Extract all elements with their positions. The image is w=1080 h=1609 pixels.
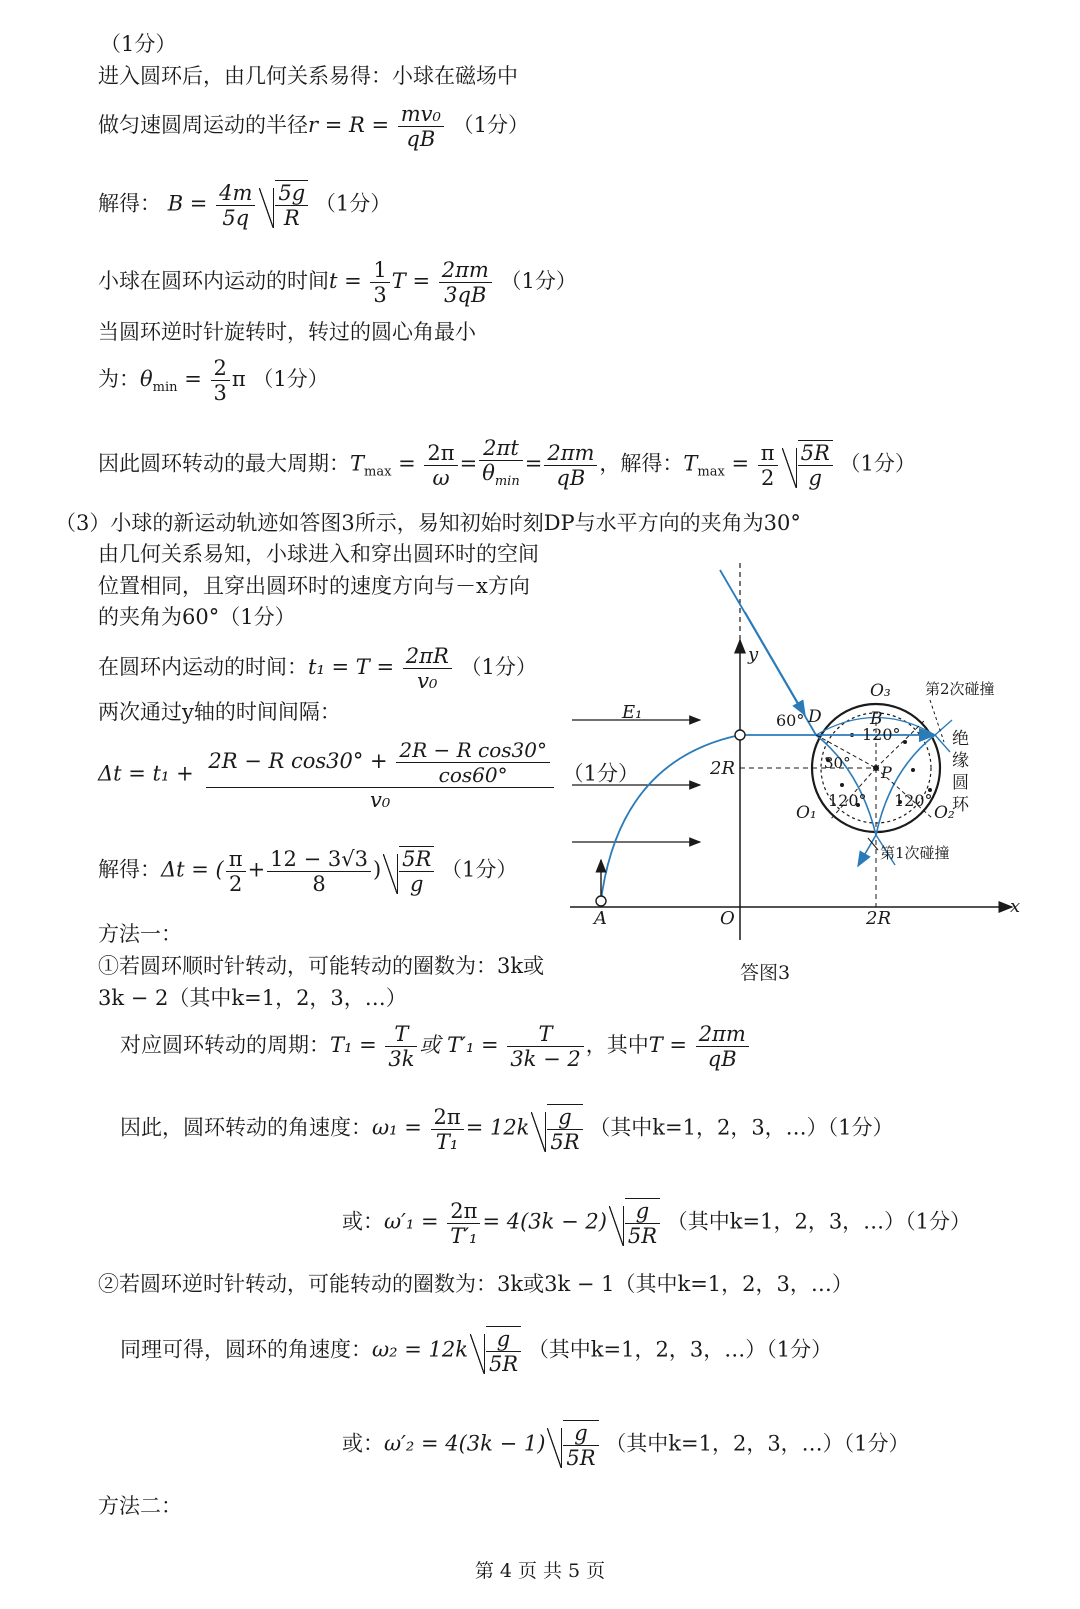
label-angle-120-left: 120° bbox=[828, 791, 867, 810]
text-line: 3k − 2（其中k=1，2，3，…） bbox=[98, 986, 407, 1010]
formula-theta-min: 为：$\theta_{min}$ = $\frac{2}{3}$ π （1分） bbox=[98, 356, 329, 405]
label-O3: O₃ bbox=[870, 681, 891, 701]
text-line: ①若圆环顺时针转动，可能转动的圈数为：3k或 bbox=[98, 954, 545, 978]
point-A-marker bbox=[596, 896, 606, 906]
formula-B: 解得： B = $\frac{4m}{5q}$ $\frac{5g}{R}$ （1分） bbox=[98, 180, 392, 230]
trajectory-diagram bbox=[565, 555, 1050, 945]
label-ring-char: 环 bbox=[952, 795, 969, 815]
formula-omega2-prime: 或：ω′₂ = 4(3k − 1) $\frac{g}{5R}$ （其中k=1，2，3，…）（1分） bbox=[342, 1421, 910, 1470]
formula-Tmax: 因此圆环转动的最大周期：$T_{max}$ = $\frac{2\pi}{\omega}$ = $\frac{2\pi t}{\theta_{min}}$ = $\frac{2\pi m}{qB}$ ，解得：$T_{max}$ = $\frac{\pi}{2}$ $\frac{5R}{g}$ （1分） bbox=[98, 436, 916, 490]
text-line: 进入圆环后，由几何关系易得：小球在磁场中 bbox=[98, 64, 518, 88]
label-P: P bbox=[881, 763, 892, 782]
text-line: 两次通过y轴的时间间隔： bbox=[98, 700, 341, 724]
label-angle-120-right: 120° bbox=[894, 791, 933, 810]
score-note: （1分） bbox=[100, 32, 177, 56]
label-A: A bbox=[594, 908, 607, 929]
label-O2: O₂ bbox=[934, 803, 955, 823]
arc-path bbox=[816, 735, 876, 835]
label-O: O bbox=[720, 908, 735, 929]
label-ring-char: 绝 bbox=[952, 729, 969, 749]
label-angle-60: 60° bbox=[776, 711, 805, 730]
label-E1: E₁ bbox=[622, 702, 643, 723]
method-one-heading: 方法一： bbox=[98, 922, 182, 946]
page-footer: 第 4 页 共 5 页 bbox=[474, 1560, 606, 1582]
label-B: B bbox=[870, 709, 883, 729]
formula-time: 小球在圆环内运动的时间t = $\frac{1}{3}$ T = $\frac{2\pi m}{3qB}$ （1分） bbox=[98, 258, 577, 307]
label-ring-char: 圆 bbox=[952, 773, 969, 793]
text-line: 的夹角为60°（1分） bbox=[98, 605, 296, 629]
text-line: 位置相同，且穿出圆环时的速度方向与－x方向 bbox=[98, 574, 530, 598]
y-axis-crossing bbox=[735, 730, 745, 740]
method-two-heading: 方法二： bbox=[98, 1494, 182, 1518]
label-2R-y: 2R bbox=[710, 758, 736, 779]
label-collision-2: 第2次碰撞 bbox=[925, 680, 995, 698]
label-O1: O₁ bbox=[796, 803, 817, 823]
label-angle-30: 30° bbox=[824, 754, 851, 772]
label-D: D bbox=[808, 707, 822, 727]
formula-omega1: 因此，圆环转动的角速度：ω₁ = $\frac{2\pi}{\text{T₁}}$ = 12k $\frac{g}{5R}$ （其中k=1，2，3，…）（1分） bbox=[120, 1104, 894, 1154]
label-2R-x: 2R bbox=[866, 908, 892, 929]
text-line: 当圆环逆时针旋转时，转过的圆心角最小 bbox=[98, 320, 476, 344]
arc-path bbox=[876, 735, 935, 835]
label-ring-char: 缘 bbox=[952, 751, 969, 771]
formula-radius: 做匀速圆周运动的半径r = R = $\frac{\text{mv₀}}{qB}$ （1分） bbox=[98, 102, 530, 151]
label-angle-120-top: 120° bbox=[862, 725, 901, 744]
formula-delta-t: Δt = t₁ + 2R − R cos30° + $\frac{\text{2R − R cos30°}}{\cos 60^\circ}$ v₀ （1分） bbox=[98, 738, 640, 812]
section-3-heading: （3）小球的新运动轨迹如答图3所示，易知初始时刻DP与水平方向的夹角为30° bbox=[55, 511, 801, 535]
label-collision-1: 第1次碰撞 bbox=[880, 844, 950, 862]
formula-omega2: 同理可得，圆环的角速度：ω₂ = 12k $\frac{g}{5R}$ （其中k=1，2，3，…）（1分） bbox=[120, 1327, 833, 1376]
text-line: ②若圆环逆时针转动，可能转动的圈数为：3k或3k − 1（其中k=1，2，3，…） bbox=[98, 1272, 853, 1296]
text-line: 由几何关系易知，小球进入和穿出圆环时的空间 bbox=[98, 542, 539, 566]
formula-delta-t-result: 解得：Δt = ( $\frac{\pi}{2}$ + $\frac{12 - 3√3}{8}$ ) $\frac{5R}{g}$ （1分） bbox=[98, 846, 518, 896]
collision2-arrow bbox=[935, 720, 952, 735]
label-y: y bbox=[748, 644, 759, 665]
formula-t1: 在圆环内运动的时间：t₁ = T = $\frac{2\pi R}{\text{v₀}}$ （1分） bbox=[98, 644, 537, 693]
formula-omega1-prime: 或：ω′₁ = $\frac{2\pi}{\text{T′₁}}$ = 4(3k − 2) $\frac{g}{5R}$ （其中k=1，2，3，…）（1分） bbox=[342, 1198, 972, 1248]
formula-period-T1: 对应圆环转动的周期：T₁ = $\frac{T}{3k}$ 或 T′₁ = $\frac{T}{3k - 2}$ ，其中T = $\frac{2\pi m}{qB}$ bbox=[120, 1022, 751, 1071]
collision1-arrow bbox=[858, 835, 876, 866]
label-x: x bbox=[1010, 896, 1021, 917]
point-P bbox=[873, 765, 879, 771]
figure-caption: 答图3 bbox=[740, 962, 791, 984]
